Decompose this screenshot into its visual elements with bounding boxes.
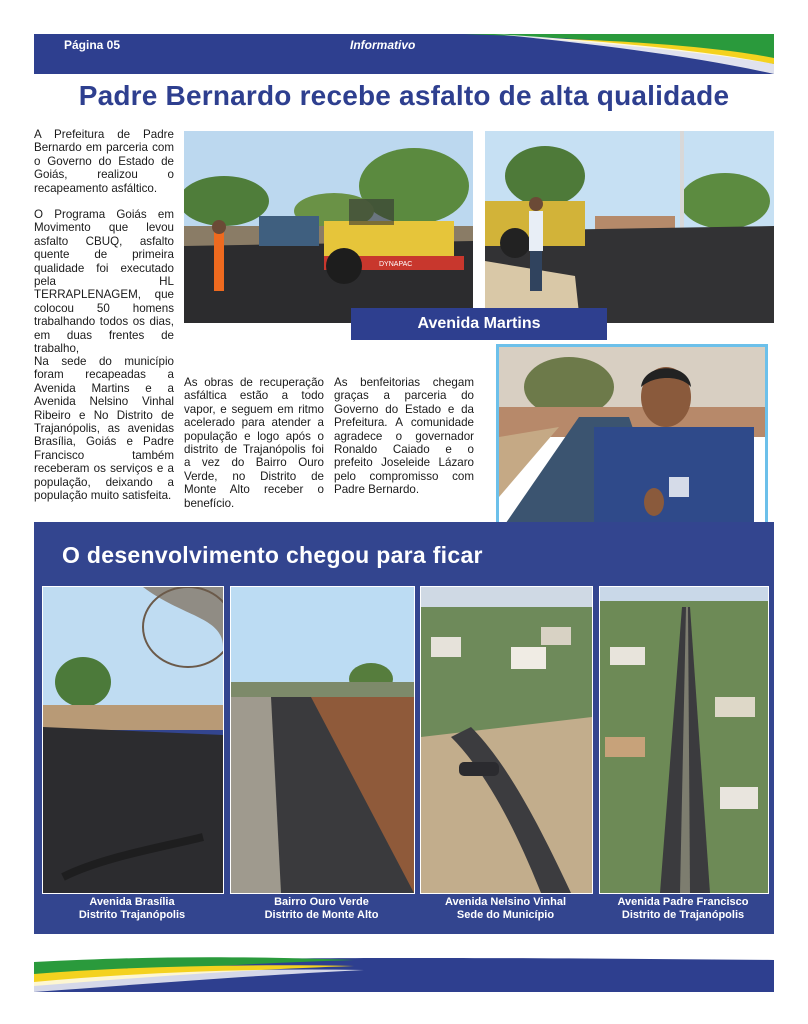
caption-line2: Distrito de Monte Alto [264,909,379,921]
paragraph-locations: Na sede do município foram recapeadas a Avenida Martins e a Avenida Nelsino Vinhal Ribeiro e No Distrito de Trajanópolis, as avenidas Brasília, Goiás e Padre Francisco também receberam os serviços e a população, deixando a população muito satisfeita. [34,355,174,503]
caption-line2: Distrito de Trajanópolis [621,909,745,921]
caption-avenida-brasilia [42,896,222,922]
caption-line1: Avenida Brasília [89,896,175,908]
photo-avenida-padre-francisco [599,586,769,894]
photo-avenida-nelsino-vinhal [420,586,593,894]
page-number: Página 05 [64,38,121,52]
panel-title: O desenvolvimento chegou para ficar [62,542,483,568]
section-label: Informativo [350,38,416,52]
paragraph-thanks: As benfeitorias chegam graças a parceria do Governo do Estado e da Prefeitura. A comunidade agradece o governador Ronaldo Caiado e o prefeito Joseleide Lázaro pelo compromisso com Padre Bernardo. [334,376,474,497]
caption-bairro-ouro-verde [230,896,413,922]
caption-avenida-nelsino-vinhal [420,896,591,922]
photo-mayor [496,344,768,536]
machine-brand-label: DYNAPAC [379,261,413,268]
photo-bairro-ouro-verde [230,586,415,894]
caption-avenida-padre-francisco [599,896,767,922]
paragraph-intro: A Prefeitura de Padre Bernardo em parceria com o Governo do Estado de Goiás, realizou o recapeamento asfáltico. [34,128,174,195]
photo-caption: Avenida Martins [351,308,607,340]
paragraph-progress: As obras de recuperação asfáltica estão a todo vapor, e seguem em ritmo acelerado para atender a população e logo após o distrito de Trajanópolis foi a vez do Bairro Ouro Verde, no Distrito de Monte Alto receber o benefício. [184,376,324,510]
caption-line2: Distrito Trajanópolis [78,909,186,921]
footer-band [34,956,774,992]
photo-paving-machine [184,131,473,323]
headline: Padre Bernardo recebe asfalto de alta qualidade [78,80,730,111]
paragraph-program: O Programa Goiás em Movimento que levou asfalto CBUQ, asfalto quente de primeira qualidade foi executado pela HL TERRAPLENAGEM, que colocou 50 homens trabalhando todos os dias, em duas frentes de trabalho, [34,208,174,356]
caption-line1: Avenida Nelsino Vinhal [444,896,567,908]
photo-avenida-martins [485,131,774,323]
caption-line2: Sede do Município [456,909,555,921]
caption-line1: Avenida Padre Francisco [617,896,749,908]
photo-avenida-brasilia [42,586,224,894]
caption-line1: Bairro Ouro Verde [274,896,369,908]
